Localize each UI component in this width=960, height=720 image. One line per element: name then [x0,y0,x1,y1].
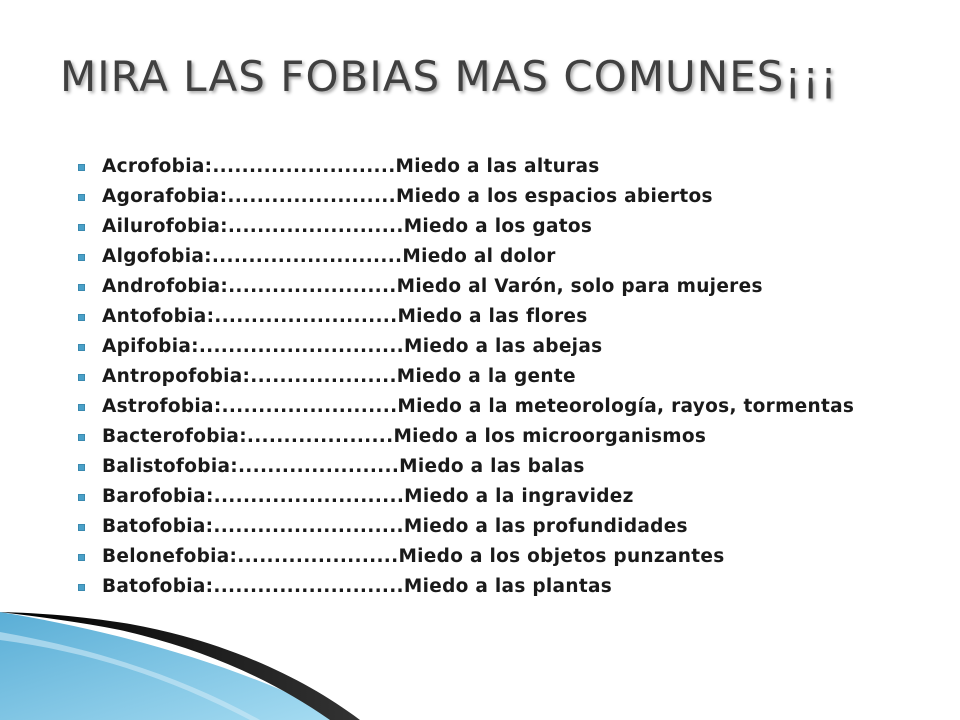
list-item-text: Algofobia:..........................Miedo al dolor [102,246,556,267]
square-bullet-icon [78,494,85,501]
list-item-text: Batofobia:..........................Miedo a las plantas [102,576,613,597]
square-bullet-icon [78,374,85,381]
list-item-text: Astrofobia:........................Miedo a la meteorología, rayos, tormentas [102,396,855,417]
list-item-text: Barofobia:..........................Miedo a la ingravidez [102,486,634,507]
list-item [78,217,908,237]
list-item [78,427,908,447]
list-item-text: Batofobia:..........................Miedo a las profundidades [102,516,688,537]
list-item [78,487,908,507]
list-item-text: Antofobia:.........................Miedo a las flores [102,306,588,327]
square-bullet-icon [78,314,85,321]
list-item [78,577,908,597]
list-item [78,337,908,357]
corner-blue-shape [0,612,345,720]
list-item [78,517,908,537]
square-bullet-icon [78,554,85,561]
list-item [78,187,908,207]
list-item-text: Ailurofobia:........................Miedo a los gatos [102,216,593,237]
phobia-list [78,157,908,607]
square-bullet-icon [78,194,85,201]
list-item [78,397,908,417]
list-item [78,277,908,297]
list-item [78,247,908,267]
square-bullet-icon [78,254,85,261]
square-bullet-icon [78,584,85,591]
square-bullet-icon [78,404,85,411]
list-item-text: Antropofobia:....................Miedo a la gente [102,366,576,387]
list-item-text: Agorafobia:.......................Miedo a los espacios abiertos [102,186,713,207]
list-item [78,157,908,177]
list-item-text: Acrofobia:.........................Miedo a las alturas [102,156,600,177]
slide-title: MIRA LAS FOBIAS MAS COMUNES¡¡¡ [60,52,838,101]
square-bullet-icon [78,344,85,351]
list-item-text: Apifobia:............................Miedo a las abejas [102,336,603,357]
square-bullet-icon [78,524,85,531]
square-bullet-icon [78,464,85,471]
list-item-text: Bacterofobia:....................Miedo a los microorganismos [102,426,707,447]
square-bullet-icon [78,434,85,441]
list-item [78,307,908,327]
list-item [78,457,908,477]
list-item [78,367,908,387]
list-item-text: Balistofobia:......................Miedo a las balas [102,456,585,477]
list-item-text: Androfobia:.......................Miedo al Varón, solo para mujeres [102,276,763,297]
list-item-text: Belonefobia:......................Miedo a los objetos punzantes [102,546,725,567]
list-item [78,547,908,567]
square-bullet-icon [78,284,85,291]
square-bullet-icon [78,164,85,171]
square-bullet-icon [78,224,85,231]
